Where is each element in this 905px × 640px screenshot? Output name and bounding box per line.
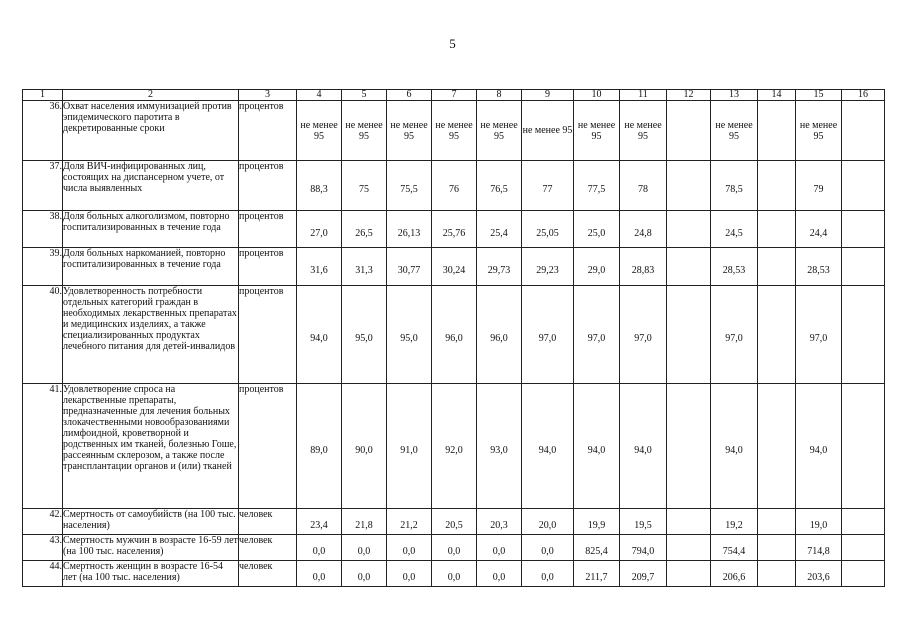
table-row: [23, 286, 885, 384]
row-number: 44.: [23, 561, 63, 587]
value-cell: 97,0: [711, 286, 758, 384]
value-cell: 97,0: [620, 286, 667, 384]
row-number: 42.: [23, 509, 63, 535]
value-cell: не менее 95: [796, 101, 842, 161]
header-cell: 2: [63, 90, 239, 101]
value-cell: 0,0: [432, 561, 477, 587]
indicators-table: [22, 89, 885, 587]
value-cell: 20,5: [432, 509, 477, 535]
value-cell: 93,0: [477, 384, 522, 509]
unit-cell: процентов: [239, 384, 297, 509]
header-cell: 11: [620, 90, 667, 101]
value-cell: 94,0: [620, 384, 667, 509]
table-row: [23, 248, 885, 286]
value-cell: 26,5: [342, 211, 387, 248]
value-cell: 0,0: [522, 535, 574, 561]
value-cell: [842, 509, 885, 535]
value-cell: 794,0: [620, 535, 667, 561]
value-cell: [842, 101, 885, 161]
value-cell: 76,5: [477, 161, 522, 211]
row-number: 38.: [23, 211, 63, 248]
value-cell: 25,4: [477, 211, 522, 248]
value-cell: 0,0: [477, 535, 522, 561]
value-cell: [842, 286, 885, 384]
header-cell: 7: [432, 90, 477, 101]
table-row: [23, 101, 885, 161]
header-cell: 13: [711, 90, 758, 101]
value-cell: 77: [522, 161, 574, 211]
value-cell: [667, 509, 711, 535]
row-number: 39.: [23, 248, 63, 286]
value-cell: [758, 286, 796, 384]
unit-cell: процентов: [239, 211, 297, 248]
value-cell: не менее 95: [477, 101, 522, 161]
indicator-name: Охват населения иммунизацией против эпидемического паротита в декретированные сроки: [63, 101, 239, 161]
value-cell: 0,0: [522, 561, 574, 587]
header-cell: 1: [23, 90, 63, 101]
value-cell: 754,4: [711, 535, 758, 561]
value-cell: 0,0: [297, 535, 342, 561]
value-cell: 75,5: [387, 161, 432, 211]
value-cell: 30,24: [432, 248, 477, 286]
value-cell: [667, 161, 711, 211]
value-cell: [842, 561, 885, 587]
table-row: [23, 561, 885, 587]
value-cell: 209,7: [620, 561, 667, 587]
value-cell: 79: [796, 161, 842, 211]
value-cell: 20,0: [522, 509, 574, 535]
value-cell: 95,0: [342, 286, 387, 384]
value-cell: [758, 561, 796, 587]
indicator-name: Смертность от самоубийств (на 100 тыс. населения): [63, 509, 239, 535]
value-cell: 97,0: [796, 286, 842, 384]
value-cell: 29,23: [522, 248, 574, 286]
value-cell: 25,76: [432, 211, 477, 248]
value-cell: 206,6: [711, 561, 758, 587]
table-row: [23, 535, 885, 561]
value-cell: 0,0: [477, 561, 522, 587]
header-cell: 9: [522, 90, 574, 101]
value-cell: 0,0: [342, 561, 387, 587]
value-cell: не менее 95: [574, 101, 620, 161]
value-cell: 94,0: [711, 384, 758, 509]
value-cell: 28,53: [711, 248, 758, 286]
value-cell: 94,0: [522, 384, 574, 509]
value-cell: [667, 561, 711, 587]
value-cell: 0,0: [432, 535, 477, 561]
indicator-name: Удовлетворение спроса на лекарственные препараты, предназначенные для лечения больных злокачественными новообразованиями лимфоидной, кроветворной и родственных им тканей, болезнью Гоше, рассеянным склерозом, а также после трансплантации органов и (или) тканей: [63, 384, 239, 509]
value-cell: 97,0: [522, 286, 574, 384]
value-cell: 31,6: [297, 248, 342, 286]
value-cell: 94,0: [297, 286, 342, 384]
value-cell: 96,0: [432, 286, 477, 384]
unit-cell: процентов: [239, 286, 297, 384]
value-cell: 23,4: [297, 509, 342, 535]
value-cell: не менее 95: [432, 101, 477, 161]
unit-cell: человек: [239, 535, 297, 561]
value-cell: 76: [432, 161, 477, 211]
value-cell: 27,0: [297, 211, 342, 248]
row-number: 43.: [23, 535, 63, 561]
value-cell: 20,3: [477, 509, 522, 535]
value-cell: [667, 286, 711, 384]
value-cell: не менее 95: [297, 101, 342, 161]
value-cell: 97,0: [574, 286, 620, 384]
table-row: [23, 384, 885, 509]
value-cell: 0,0: [387, 561, 432, 587]
header-row: [23, 90, 885, 101]
value-cell: 0,0: [387, 535, 432, 561]
value-cell: 211,7: [574, 561, 620, 587]
value-cell: [758, 384, 796, 509]
value-cell: не менее 95: [620, 101, 667, 161]
header-cell: 8: [477, 90, 522, 101]
header-cell: 3: [239, 90, 297, 101]
value-cell: [758, 248, 796, 286]
value-cell: 95,0: [387, 286, 432, 384]
header-cell: 16: [842, 90, 885, 101]
value-cell: 0,0: [297, 561, 342, 587]
value-cell: 714,8: [796, 535, 842, 561]
indicator-name: Смертность мужчин в возрасте 16-59 лет (на 100 тыс. населения): [63, 535, 239, 561]
value-cell: 24,5: [711, 211, 758, 248]
value-cell: [842, 248, 885, 286]
value-cell: 77,5: [574, 161, 620, 211]
value-cell: [667, 248, 711, 286]
value-cell: 88,3: [297, 161, 342, 211]
value-cell: 90,0: [342, 384, 387, 509]
value-cell: 31,3: [342, 248, 387, 286]
indicator-name: Доля ВИЧ-инфицированных лиц, состоящих на диспансерном учете, от числа выявленных: [63, 161, 239, 211]
value-cell: 92,0: [432, 384, 477, 509]
value-cell: 19,5: [620, 509, 667, 535]
value-cell: 94,0: [574, 384, 620, 509]
header-cell: 14: [758, 90, 796, 101]
value-cell: 89,0: [297, 384, 342, 509]
value-cell: 91,0: [387, 384, 432, 509]
unit-cell: процентов: [239, 248, 297, 286]
value-cell: не менее 95: [387, 101, 432, 161]
row-number: 37.: [23, 161, 63, 211]
value-cell: [842, 161, 885, 211]
value-cell: 19,0: [796, 509, 842, 535]
row-number: 40.: [23, 286, 63, 384]
row-number: 36.: [23, 101, 63, 161]
value-cell: [758, 509, 796, 535]
value-cell: [667, 211, 711, 248]
value-cell: 30,77: [387, 248, 432, 286]
value-cell: 78: [620, 161, 667, 211]
value-cell: 25,05: [522, 211, 574, 248]
unit-cell: процентов: [239, 101, 297, 161]
header-cell: 6: [387, 90, 432, 101]
value-cell: не менее 95: [522, 101, 574, 161]
value-cell: [758, 535, 796, 561]
indicator-name: Удовлетворенность потребности отдельных категорий граждан в необходимых лекарственных препаратах и медицинских изделиях, а также специализированных продуктах лечебного питания для детей-инвалидов: [63, 286, 239, 384]
value-cell: 75: [342, 161, 387, 211]
value-cell: [667, 535, 711, 561]
value-cell: не менее 95: [711, 101, 758, 161]
table-row: [23, 161, 885, 211]
value-cell: [667, 384, 711, 509]
value-cell: 29,0: [574, 248, 620, 286]
value-cell: 28,83: [620, 248, 667, 286]
value-cell: 21,8: [342, 509, 387, 535]
value-cell: не менее 95: [342, 101, 387, 161]
value-cell: 94,0: [796, 384, 842, 509]
value-cell: 19,2: [711, 509, 758, 535]
unit-cell: человек: [239, 509, 297, 535]
value-cell: [667, 101, 711, 161]
value-cell: [758, 161, 796, 211]
value-cell: [758, 101, 796, 161]
unit-cell: человек: [239, 561, 297, 587]
header-cell: 10: [574, 90, 620, 101]
value-cell: [842, 384, 885, 509]
header-cell: 4: [297, 90, 342, 101]
page-number: 5: [449, 36, 456, 51]
value-cell: 19,9: [574, 509, 620, 535]
value-cell: 24,8: [620, 211, 667, 248]
header-cell: 5: [342, 90, 387, 101]
value-cell: 78,5: [711, 161, 758, 211]
value-cell: [842, 211, 885, 248]
table-row: [23, 211, 885, 248]
value-cell: 21,2: [387, 509, 432, 535]
indicator-name: Доля больных наркоманией, повторно госпитализированных в течение года: [63, 248, 239, 286]
unit-cell: процентов: [239, 161, 297, 211]
value-cell: 96,0: [477, 286, 522, 384]
value-cell: 0,0: [342, 535, 387, 561]
indicator-name: Доля больных алкоголизмом, повторно госпитализированных в течение года: [63, 211, 239, 248]
value-cell: 25,0: [574, 211, 620, 248]
value-cell: 28,53: [796, 248, 842, 286]
value-cell: [842, 535, 885, 561]
value-cell: 29,73: [477, 248, 522, 286]
table-row: [23, 509, 885, 535]
header-cell: 15: [796, 90, 842, 101]
value-cell: 24,4: [796, 211, 842, 248]
value-cell: 203,6: [796, 561, 842, 587]
value-cell: 26,13: [387, 211, 432, 248]
header-cell: 12: [667, 90, 711, 101]
value-cell: [758, 211, 796, 248]
row-number: 41.: [23, 384, 63, 509]
indicator-name: Смертность женщин в возрасте 16-54 лет (на 100 тыс. населения): [63, 561, 239, 587]
value-cell: 825,4: [574, 535, 620, 561]
